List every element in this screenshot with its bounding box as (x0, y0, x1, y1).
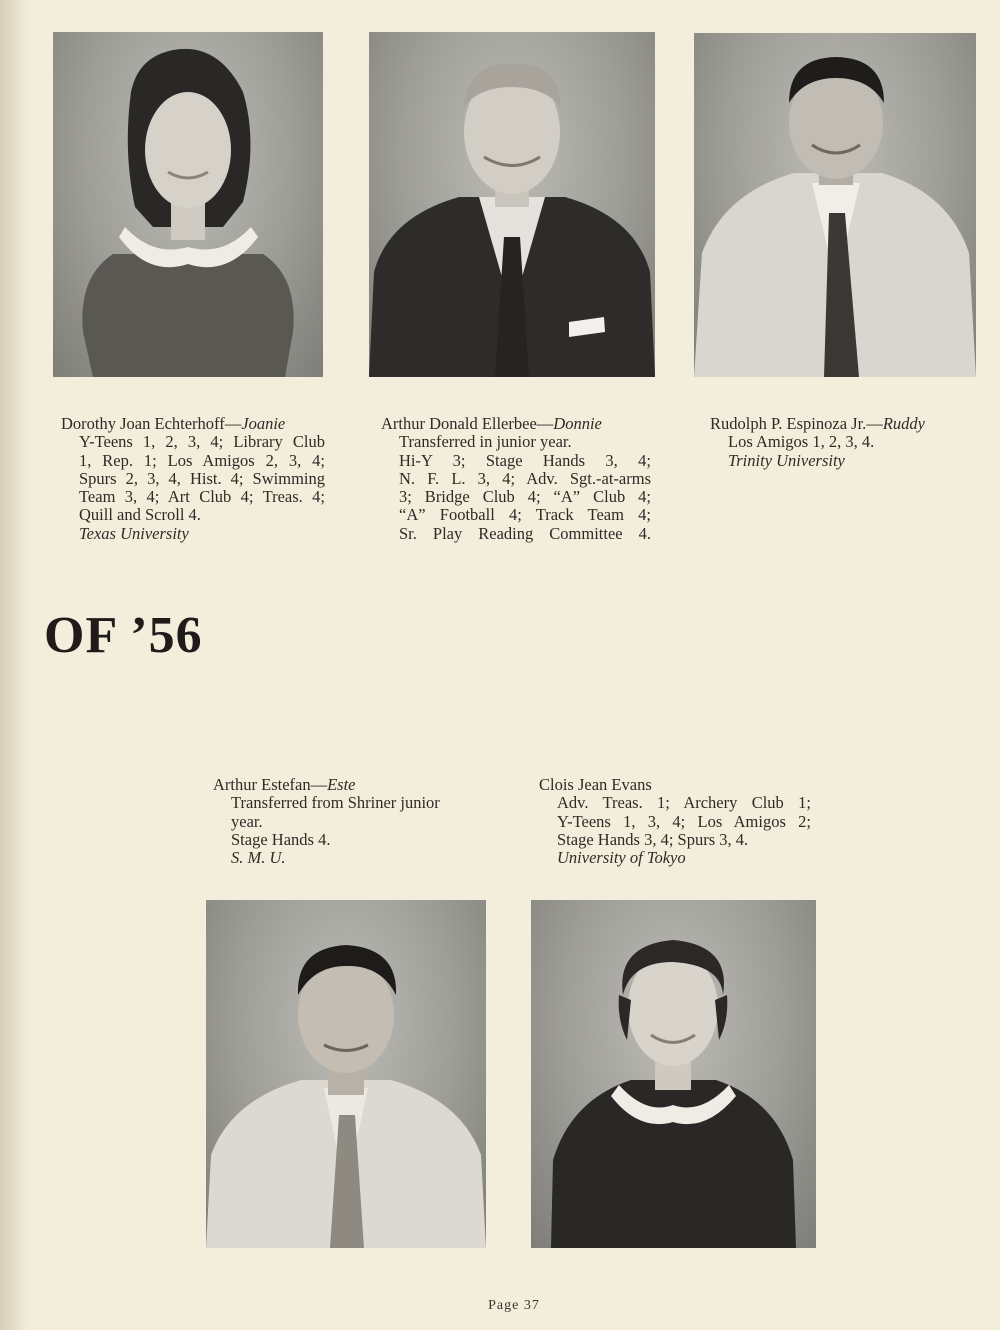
activity-line: Transferred from Shriner junior (231, 793, 440, 813)
portrait-photo-estefan (206, 900, 486, 1248)
student-name: Dorothy Joan Echterhoff (61, 414, 225, 433)
portrait-photo-ellerbee (369, 32, 655, 377)
page-number: Page 37 (488, 1298, 540, 1313)
activity-line: 1, Rep. 1; Los Amigos 2, 3, 4; (79, 450, 325, 470)
activity-line: Stage Hands 4. (231, 829, 331, 849)
student-college: Trinity University (728, 450, 845, 470)
activity-line: Transferred in junior year. (399, 432, 572, 452)
portrait-photo-evans (531, 900, 816, 1248)
student-college: University of Tokyo (557, 848, 686, 868)
caption-echterhoff: Dorothy Joan Echterhoff—Joanie Y-Teens 1, 2, 3, 4; Library Club 1, Rep. 1; Los Amigos 2, 3, 4; Spurs 2, 3, 4, Hist. 4; Swimming Team 3, 4; Art Club 4; Treas. 4; Quill and Scroll 4. Texas University (61, 414, 325, 543)
activity-line: N. F. L. 3, 4; Adv. Sgt.-at-arms (399, 468, 651, 488)
student-nickname: Este (327, 775, 356, 794)
activity-line: Stage Hands 3, 4; Spurs 3, 4. (557, 829, 749, 849)
activity-line: Los Amigos 1, 2, 3, 4. (728, 432, 875, 452)
activity-line: Sr. Play Reading Committee 4. (399, 523, 651, 543)
activity-line: Team 3, 4; Art Club 4; Treas. 4; (79, 487, 325, 507)
student-nickname: Joanie (241, 414, 286, 433)
activity-line: year. (231, 811, 263, 831)
caption-espinoza: Rudolph P. Espinoza Jr.—Ruddy Los Amigos 1, 2, 3, 4. Trinity University (710, 415, 980, 470)
student-college: S. M. U. (231, 848, 286, 868)
student-nickname: Ruddy (882, 414, 925, 433)
student-nickname: Donnie (553, 414, 602, 433)
caption-ellerbee: Arthur Donald Ellerbee—Donnie Transferred in junior year. Hi-Y 3; Stage Hands 3, 4; N. F. L. 3, 4; Adv. Sgt.-at-arms 3; Bridge Club 4; “A” Club 4; “A” Football 4; Track Team 4; Sr. Play Reading Committee 4. (381, 414, 651, 543)
activity-line: Adv. Treas. 1; Archery Club 1; (557, 793, 811, 813)
activity-line: Quill and Scroll 4. (79, 505, 201, 525)
page-gutter-shadow (0, 0, 28, 1330)
class-heading: OF ’56 (44, 607, 203, 664)
student-college: Texas University (79, 523, 189, 543)
caption-estefan: Arthur Estefan—Este Transferred from Shriner junior year. Stage Hands 4. S. M. U. (213, 776, 485, 867)
activity-line: 3; Bridge Club 4; “A” Club 4; (399, 487, 651, 507)
activity-line: Y-Teens 1, 2, 3, 4; Library Club (79, 432, 325, 452)
activity-line: Hi-Y 3; Stage Hands 3, 4; (399, 450, 651, 470)
student-name: Clois Jean Evans (539, 775, 652, 794)
student-name: Rudolph P. Espinoza Jr. (710, 414, 867, 433)
activity-line: Y-Teens 1, 3, 4; Los Amigos 2; (557, 811, 811, 831)
portrait-photo-espinoza (694, 33, 976, 377)
portrait-photo-echterhoff (53, 32, 323, 377)
student-name: Arthur Donald Ellerbee (381, 414, 537, 433)
activity-line: “A” Football 4; Track Team 4; (399, 505, 651, 525)
caption-evans (539, 776, 811, 867)
activity-line: Spurs 2, 3, 4, Hist. 4; Swimming (79, 468, 325, 488)
student-name: Arthur Estefan (213, 775, 311, 794)
